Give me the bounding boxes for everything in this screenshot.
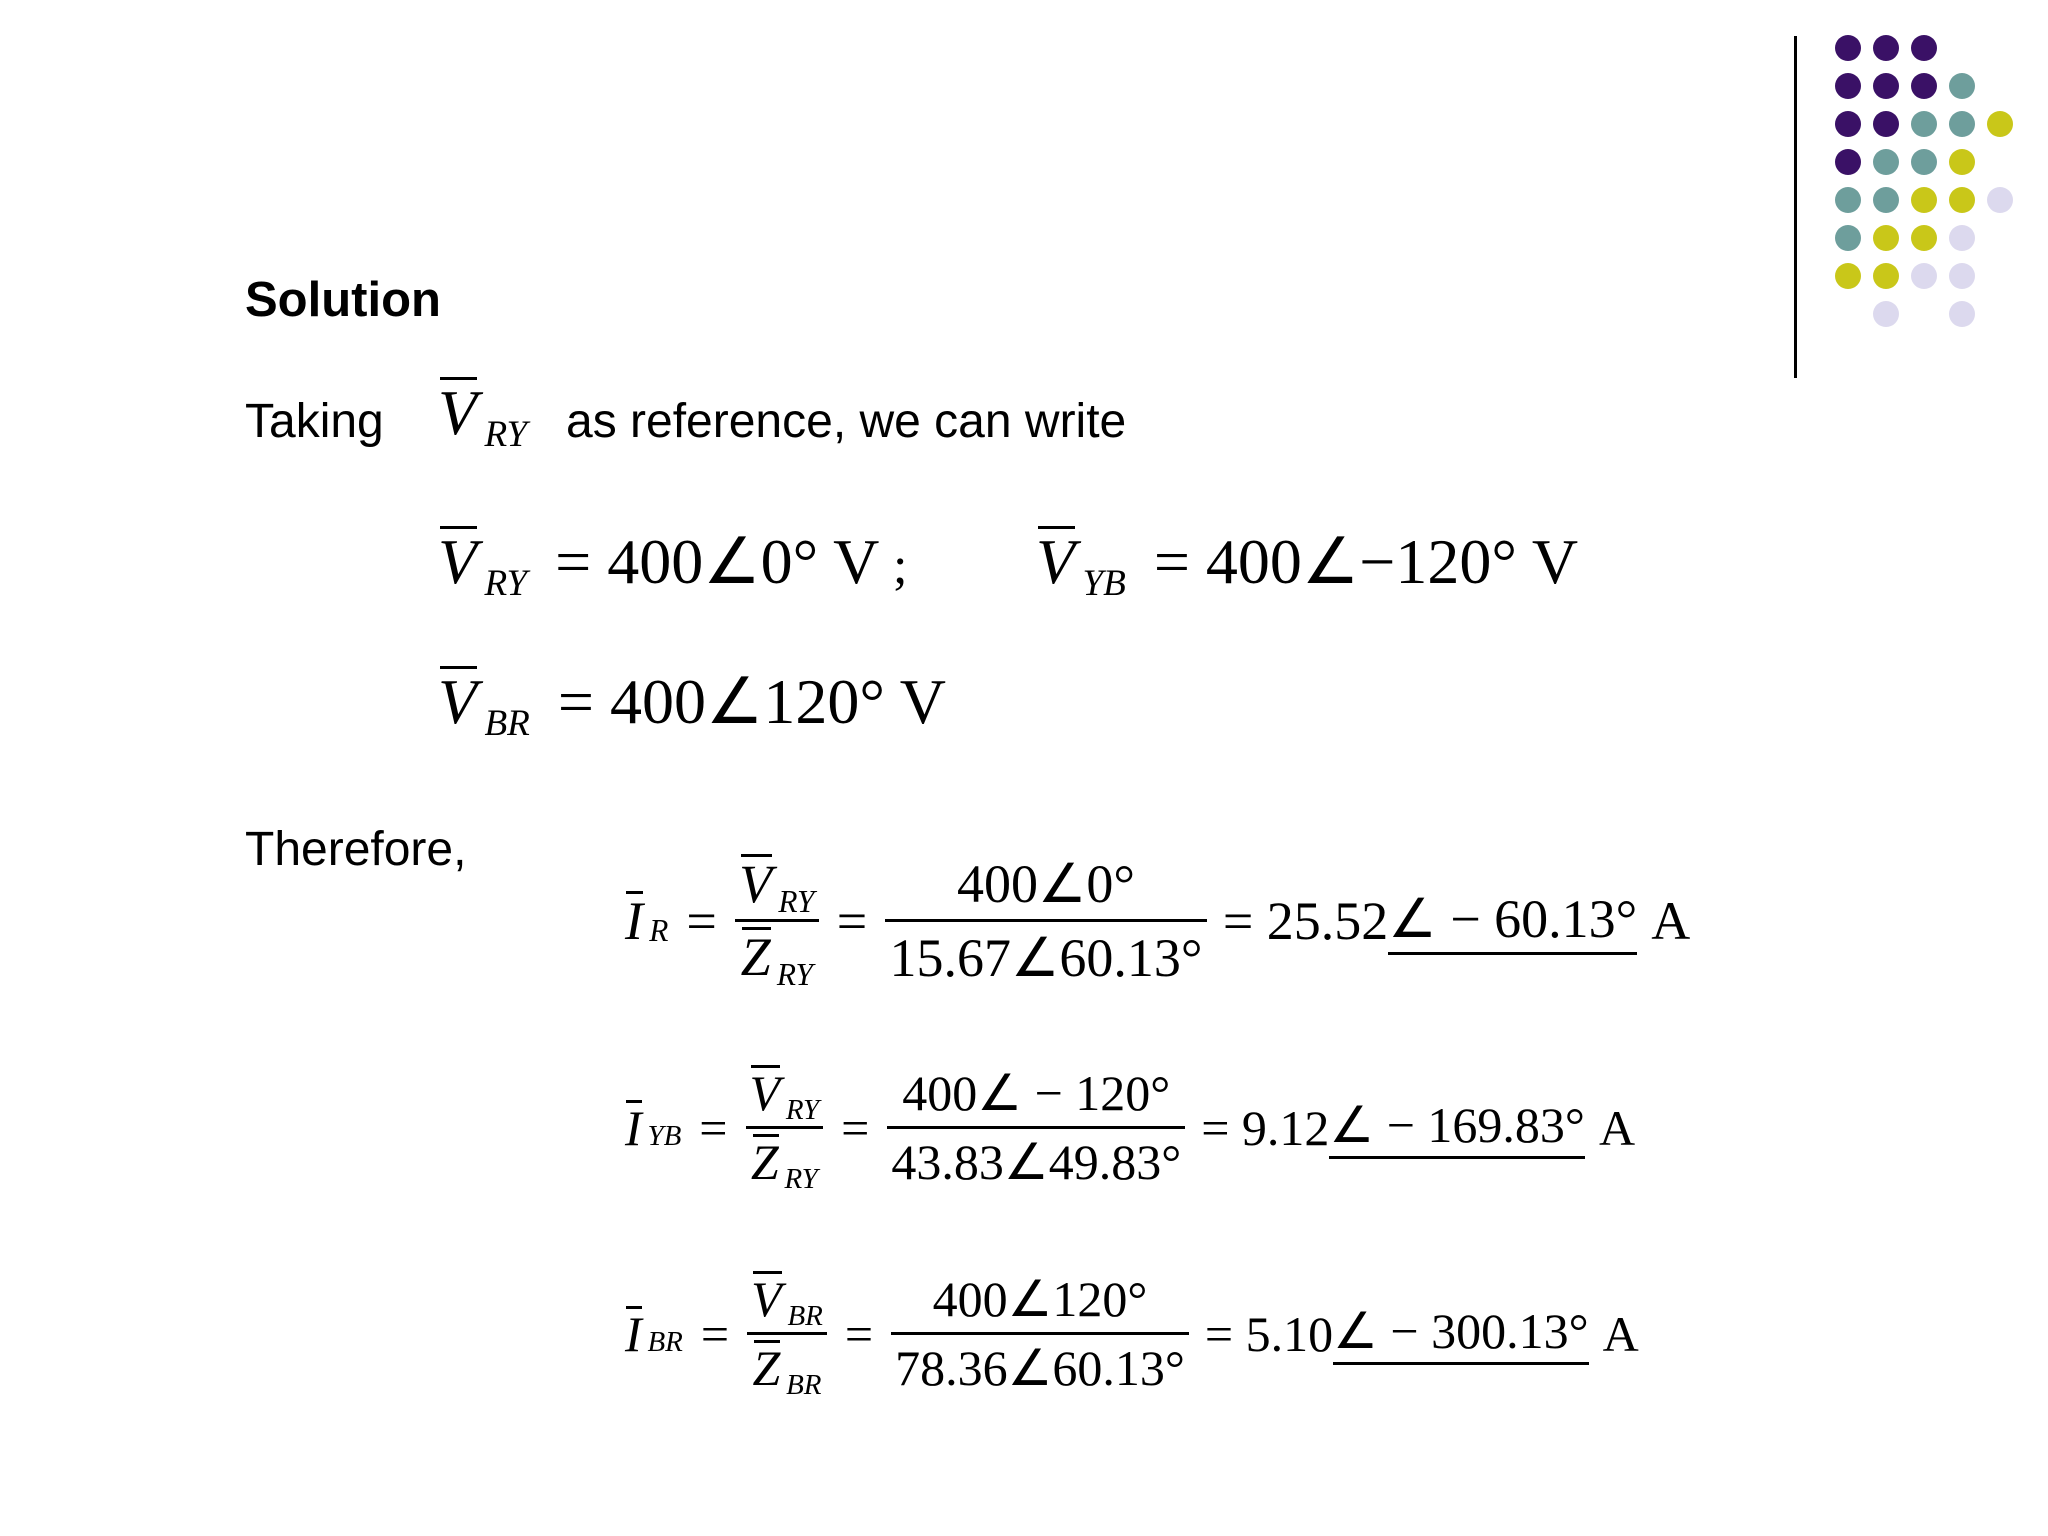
vry-symbol: V bbox=[438, 526, 478, 597]
ibr-num-value: 400∠120° bbox=[932, 1271, 1148, 1327]
decorative-dot bbox=[1873, 73, 1899, 99]
ibr-equals-1: = bbox=[700, 1305, 730, 1362]
intro-var-subscript: RY bbox=[484, 413, 528, 455]
iyb-numeric-bar bbox=[887, 1126, 1185, 1129]
ir-lhs-symbol: I bbox=[625, 890, 643, 951]
ir-numeric-fraction bbox=[885, 852, 1207, 989]
voltage-separator: ; bbox=[893, 538, 908, 595]
iyb-symbolic-fraction bbox=[746, 1064, 824, 1196]
iyb-lhs-subscript: YB bbox=[647, 1120, 682, 1153]
ir-den-subscript: RY bbox=[776, 957, 813, 993]
ibr-numeric-bar bbox=[891, 1332, 1189, 1335]
ibr-numeric-fraction bbox=[891, 1270, 1189, 1397]
ibr-equals-2: = bbox=[844, 1305, 874, 1362]
ir-num-value: 400∠0° bbox=[956, 854, 1135, 914]
ir-den-value: 15.67∠60.13° bbox=[889, 928, 1203, 988]
decorative-dot bbox=[1911, 149, 1937, 175]
iyb-fraction-bar bbox=[746, 1126, 824, 1129]
iyb-num-subscript: RY bbox=[785, 1094, 820, 1127]
decorative-dot bbox=[1835, 73, 1861, 99]
decorative-dot bbox=[1873, 149, 1899, 175]
ibr-num-symbol: V bbox=[751, 1271, 782, 1327]
iyb-result-unit: A bbox=[1598, 1099, 1636, 1156]
vbr-symbol: V bbox=[438, 666, 478, 737]
ir-numeric-bar bbox=[885, 919, 1207, 922]
decorative-dot bbox=[1873, 111, 1899, 137]
ir-lhs-subscript: R bbox=[649, 912, 669, 948]
ir-equals-1: = bbox=[686, 890, 717, 951]
iyb-num-value: 400∠ − 120° bbox=[902, 1065, 1171, 1121]
voltage-vyb bbox=[1036, 525, 1579, 604]
iyb-den-value: 43.83∠49.83° bbox=[891, 1134, 1182, 1190]
ibr-result-magnitude: = 5.10 bbox=[1204, 1305, 1334, 1362]
vbr-expression: = 400∠120° V bbox=[557, 666, 946, 737]
decorative-dot bbox=[1873, 225, 1899, 251]
decorative-dot bbox=[1949, 149, 1975, 175]
decorative-dot bbox=[1835, 187, 1861, 213]
therefore-label: Therefore, bbox=[245, 823, 467, 876]
decorative-dot bbox=[1987, 187, 2013, 213]
decorative-dot bbox=[1949, 187, 1975, 213]
intro-var-symbol: V bbox=[438, 377, 478, 448]
ibr-result-unit: A bbox=[1602, 1305, 1639, 1362]
decorative-dot bbox=[1835, 149, 1861, 175]
decorative-dot bbox=[1987, 111, 2013, 137]
vyb-symbol: V bbox=[1036, 526, 1076, 597]
iyb-den-symbol: Z bbox=[750, 1134, 779, 1190]
decorative-dot bbox=[1911, 225, 1937, 251]
equation-ir bbox=[625, 852, 1691, 993]
decorative-dot bbox=[1911, 187, 1937, 213]
vbr-subscript: BR bbox=[484, 702, 530, 744]
vry-subscript: RY bbox=[484, 562, 528, 604]
decorative-dot bbox=[1949, 111, 1975, 137]
decorative-dot bbox=[1949, 225, 1975, 251]
slide-heading: Solution bbox=[245, 273, 441, 327]
ir-symbolic-fraction bbox=[735, 853, 819, 993]
intro-variable bbox=[438, 376, 528, 455]
ir-result-unit: A bbox=[1651, 890, 1691, 951]
ir-result-magnitude: = 25.52 bbox=[1222, 890, 1389, 951]
decorative-dot bbox=[1873, 35, 1899, 61]
decorative-dot bbox=[1949, 73, 1975, 99]
vyb-subscript: YB bbox=[1082, 562, 1126, 604]
iyb-result-angle: ∠ − 169.83° bbox=[1329, 1096, 1585, 1159]
ir-den-symbol: Z bbox=[740, 927, 771, 987]
decorative-dot bbox=[1911, 73, 1937, 99]
decorative-dot bbox=[1949, 263, 1975, 289]
iyb-lhs-symbol: I bbox=[625, 1099, 642, 1156]
voltage-vbr bbox=[438, 665, 946, 744]
equation-iyb bbox=[625, 1064, 1636, 1196]
intro-prefix: Taking bbox=[245, 395, 384, 448]
ir-fraction-bar bbox=[735, 919, 819, 922]
ir-result-angle: ∠ − 60.13° bbox=[1388, 887, 1637, 955]
decorative-dot bbox=[1873, 301, 1899, 327]
decorative-dot bbox=[1835, 111, 1861, 137]
iyb-result-magnitude: = 9.12 bbox=[1201, 1099, 1330, 1156]
iyb-equals-1: = bbox=[699, 1099, 728, 1156]
intro-suffix: as reference, we can write bbox=[566, 395, 1127, 448]
vyb-expression: = 400∠−120° V bbox=[1153, 526, 1579, 597]
vry-expression: = 400∠0° V bbox=[555, 526, 880, 597]
decorative-dot bbox=[1911, 35, 1937, 61]
ibr-den-subscript: BR bbox=[786, 1369, 822, 1402]
ibr-lhs-subscript: BR bbox=[647, 1326, 683, 1359]
ibr-result-angle: ∠ − 300.13° bbox=[1333, 1302, 1589, 1365]
decorative-dot bbox=[1873, 263, 1899, 289]
decorative-dot bbox=[1835, 225, 1861, 251]
ibr-den-value: 78.36∠60.13° bbox=[895, 1340, 1185, 1396]
ibr-lhs-symbol: I bbox=[625, 1305, 642, 1362]
iyb-den-subscript: RY bbox=[784, 1163, 818, 1196]
decorative-dot bbox=[1873, 187, 1899, 213]
ibr-num-subscript: BR bbox=[787, 1300, 823, 1333]
iyb-numeric-fraction bbox=[887, 1064, 1185, 1191]
iyb-num-symbol: V bbox=[749, 1065, 781, 1121]
ibr-symbolic-fraction bbox=[747, 1270, 827, 1402]
ibr-fraction-bar bbox=[747, 1332, 827, 1335]
voltage-vry bbox=[438, 525, 880, 604]
ir-num-symbol: V bbox=[739, 854, 773, 914]
decorative-dot bbox=[1911, 111, 1937, 137]
decorative-dot bbox=[1949, 301, 1975, 327]
ibr-den-symbol: Z bbox=[752, 1340, 781, 1396]
decorative-dot bbox=[1835, 263, 1861, 289]
decorative-dot bbox=[1835, 35, 1861, 61]
decorative-dot bbox=[1911, 263, 1937, 289]
equation-ibr bbox=[625, 1270, 1639, 1402]
divider-line bbox=[1794, 36, 1797, 378]
ir-num-subscript: RY bbox=[778, 884, 815, 920]
iyb-equals-2: = bbox=[841, 1099, 870, 1156]
ir-equals-2: = bbox=[836, 890, 868, 951]
